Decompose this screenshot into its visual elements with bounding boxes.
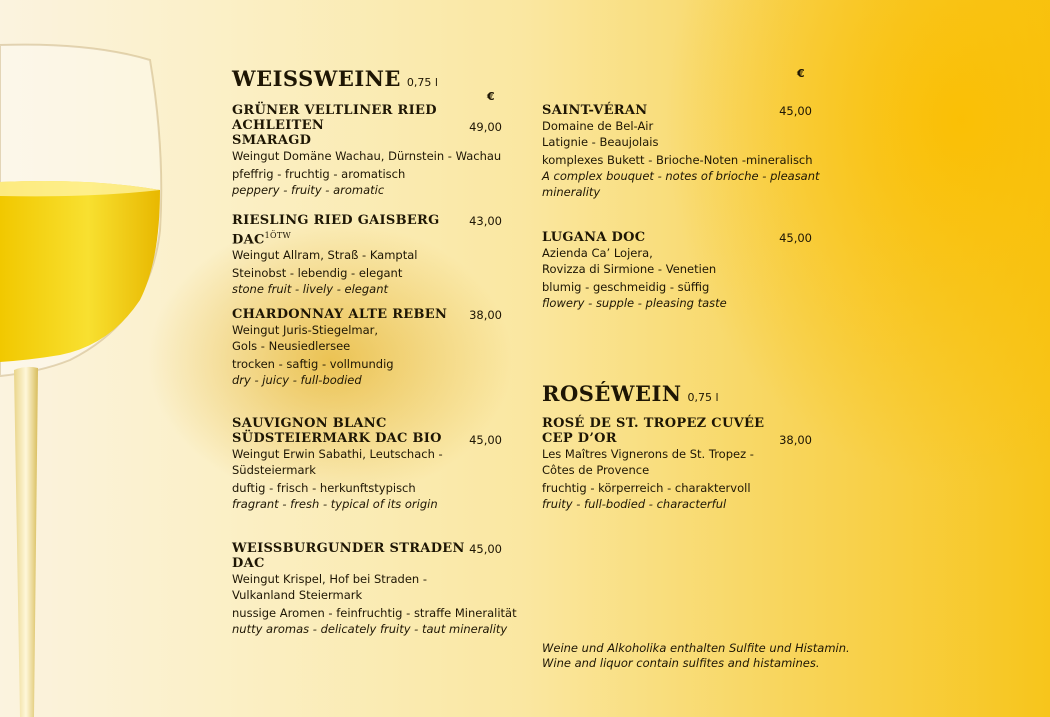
wine-name: GRÜNER VELTLINER RIED ACHLEITEN SMARAGD (232, 103, 437, 148)
wine-name: SAUVIGNON BLANC SÜDSTEIERMARK DAC BIO (232, 416, 442, 446)
wine-taste-de: trocken - saftig - vollmundig (232, 357, 394, 371)
wine-name: RIESLING RIED GAISBERG DAC (232, 213, 440, 248)
currency-symbol: € (487, 90, 495, 103)
wine-taste-de: nussige Aromen - feinfruchtig - straffe Mineralität (232, 606, 517, 620)
wine-taste-de: komplexes Bukett - Brioche-Noten -mineralisch (542, 153, 813, 167)
wine-glass-image (0, 0, 200, 717)
wine-producer: Azienda Ca’ Lojera, (542, 246, 653, 260)
wine-entry (232, 541, 517, 637)
currency-symbol: € (797, 67, 805, 80)
wine-taste-en: flowery - supple - pleasing taste (542, 296, 727, 310)
allergen-note-de: Weine und Alkoholika enthalten Sulfite und Histamin. (542, 641, 850, 655)
wine-name: ROSÉ DE ST. TROPEZ CUVÉE CEP D’OR (542, 416, 765, 446)
wine-producer: Côtes de Provence (542, 463, 650, 477)
wine-name: CHARDONNAY ALTE REBEN (232, 307, 448, 322)
wine-taste-de: fruchtig - körperreich - charaktervoll (542, 481, 751, 495)
wine-producer: Latignie - Beaujolais (542, 135, 659, 149)
wine-taste-en: A complex bouquet - notes of brioche - pleasant (542, 169, 820, 183)
wine-name: WEISSBURGUNDER STRADEN DAC (232, 541, 465, 571)
wine-price: 43,00 (469, 214, 502, 228)
section-title-rose-wines: ROSÉWEIN 0,75 l (542, 381, 719, 406)
wine-producer: Weingut Krispel, Hof bei Straden - (232, 572, 428, 586)
wine-producer: Südsteiermark (232, 463, 316, 477)
wine-producer: Weingut Domäne Wachau, Dürnstein - Wachau (232, 149, 502, 163)
wine-entry (232, 213, 502, 297)
wine-name: SAINT-VÉRAN (542, 103, 648, 118)
wine-taste-de: blumig - geschmeidig - süffig (542, 280, 710, 294)
wine-entry (542, 230, 812, 311)
wine-price: 45,00 (779, 231, 812, 245)
wine-taste-en: stone fruit - lively - elegant (232, 282, 389, 297)
wine-taste-en: minerality (542, 185, 601, 199)
wine-price: 45,00 (469, 433, 502, 447)
wine-taste-en: nutty aromas - delicately fruity - taut minerality (232, 622, 508, 636)
wine-price: 38,00 (779, 433, 812, 447)
wine-taste-en: fruity - full-bodied - characterful (542, 497, 727, 511)
wine-producer: Vulkanland Steiermark (232, 588, 363, 602)
wine-price: 49,00 (469, 120, 502, 134)
wine-producer: Weingut Erwin Sabathi, Leutschach - (232, 447, 443, 461)
volume-label: 0,75 l (687, 391, 719, 404)
wine-taste-en: fragrant - fresh - typical of its origin (232, 497, 438, 511)
wine-producer: Rovizza di Sirmione - Venetien (542, 262, 717, 276)
wine-entry (542, 416, 812, 512)
section-title-white-wines: WEISSWEINE 0,75 l (232, 66, 438, 91)
wine-producer: Weingut Allram, Straß - Kamptal (232, 248, 418, 263)
wine-producer: Weingut Juris-Stiegelmar, (232, 323, 379, 337)
wine-price: 45,00 (469, 542, 502, 556)
wine-producer: Domaine de Bel-Air (542, 119, 654, 133)
wine-entry (232, 416, 502, 512)
wine-price: 38,00 (469, 308, 502, 322)
wine-producer: Les Maîtres Vignerons de St. Tropez - (542, 447, 754, 461)
wine-name: LUGANA DOC (542, 230, 646, 245)
wine-producer: Gols - Neusiedlersee (232, 339, 351, 353)
wine-taste-en: peppery - fruity - aromatic (232, 183, 385, 197)
wine-taste-de: Steinobst - lebendig - elegant (232, 266, 403, 281)
allergen-note (542, 641, 850, 671)
wine-badge: 1ÖTW (264, 231, 292, 240)
wine-entry (232, 307, 502, 388)
wine-price: 45,00 (779, 104, 812, 118)
allergen-note-en: Wine and liquor contain sulfites and histamines. (542, 656, 820, 670)
wine-taste-de: pfeffrig - fruchtig - aromatisch (232, 167, 406, 181)
volume-label: 0,75 l (406, 76, 438, 89)
wine-entry (542, 103, 820, 200)
wine-taste-de: duftig - frisch - herkunftstypisch (232, 481, 416, 495)
wine-taste-en: dry - juicy - full-bodied (232, 373, 362, 387)
wine-entry (232, 103, 502, 198)
